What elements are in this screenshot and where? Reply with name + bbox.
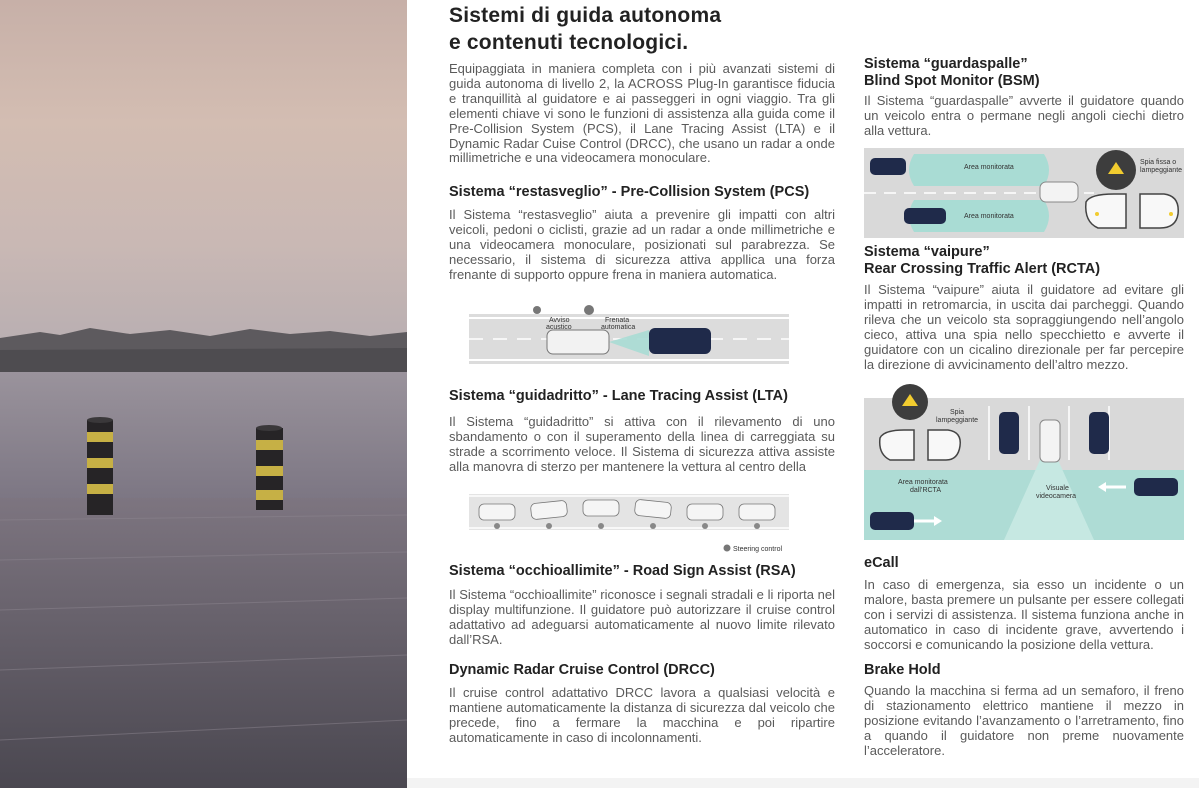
steering-wheel-icon <box>724 545 731 552</box>
lta-heading: Sistema “guidadritto” - Lane Tracing Assist (LTA) <box>449 388 788 404</box>
pcs-label-warning-2: acustico <box>546 324 572 331</box>
rsa-body: Il Sistema “occhioallimite” riconosce i segnali stradali e li riporta nel display multifunzione. Il guidatore può autorizzare il cruise control adattativo ad adeguarsi automaticamente al nuovo limite rilevato dall’RSA. <box>449 587 835 647</box>
pcs-label-brake-2: automatica <box>601 324 636 331</box>
page-title-line-1: Sistemi di guida autonoma <box>449 4 722 27</box>
bsm-label-light-1: Spia fissa o <box>1140 159 1177 166</box>
rcta-label-cam-1: Visuale <box>1046 485 1069 492</box>
bsm-label-area-2: Area monitorata <box>964 213 1014 220</box>
pcs-label-brake-1: Frenata <box>605 317 630 324</box>
rcta-label-cam-2: videocamera <box>1036 493 1077 500</box>
pcs-body: Il Sistema “restasveglio” aiuta a prevenire gli impatti con altri veicoli, pedoni o ciclisti, grazie ad un radar a onde millimetriche e una videocamera monoculare, posizionati sul parabrezza. Se necessario, il sistema di sicurezza attiva appllica una forza frenante di supporto oppure frena in maniera automatica. <box>449 207 835 282</box>
rcta-heading-line-1: Sistema “vaipure” <box>864 244 990 260</box>
footer-strip <box>407 778 1199 788</box>
brake-hold-heading: Brake Hold <box>864 662 941 678</box>
page-title <box>449 2 721 56</box>
drcc-heading: Dynamic Radar Cruise Control (DRCC) <box>449 662 715 678</box>
rcta-mirror-right-icon <box>928 430 960 460</box>
bsm-body: Il Sistema “guardaspalle” avverte il guidatore quando un veicolo entra o permane negli angoli ciechi dietro alla vettura. <box>864 93 1184 138</box>
bsm-label-area-1: Area monitorata <box>964 164 1014 171</box>
rcta-mirror-left-icon <box>880 430 914 460</box>
bsm-heading-line-2: Blind Spot Monitor (BSM) <box>864 73 1040 89</box>
rcta-heading <box>864 244 1100 278</box>
rcta-heading-line-2: Rear Crossing Traffic Alert (RCTA) <box>864 261 1101 277</box>
bsm-label-light-2: lampeggiante <box>1140 167 1183 174</box>
hero-photo-lakeside-pier <box>0 0 407 788</box>
rcta-label-area-2: dall’RCTA <box>910 487 941 494</box>
intro-paragraph: Equipaggiata in maniera completa con i più avanzati sistemi di guida autonoma di livello 2, la ACROSS Plug-In garantisce fiducia e tranquillità al guidatore e ai passeggeri in ogni viaggio. Tra gli elementi chiave vi sono le funzioni di assistenza alla guida come il Pre-Collision System (PCS), il Lane Tracing Assist (LTA) e il Dynamic Radar Cuise Control (DRCC), che usano un radar a onde millimetriche e una videocamera monoculare. <box>449 61 835 166</box>
mirror-right-icon <box>1140 194 1178 228</box>
bollard-left <box>87 417 113 515</box>
bsm-illustration <box>864 148 1184 238</box>
bsm-heading <box>864 56 1040 90</box>
drcc-body: Il cruise control adattativo DRCC lavora a qualsiasi velocità e mantiene automaticamente la distanza di sicurezza dal veicolo che precede, fino a fermare la macchina e poi ripartire automaticamente in caso di incolonnamenti. <box>449 685 835 745</box>
ecall-heading: eCall <box>864 555 899 571</box>
rcta-body: Il Sistema “vaipure” aiuta il guidatore ad evitare gli impatti in retromarcia, in uscita dai parcheggi. Quando rileva che un veicolo sta sopraggiungendo nell’angolo cieco, attiva una spia nello specchietto e avverte il guidatore con un cicalino direzionale per far percepire la direzione di avvicinamento dell’altro mezzo. <box>864 282 1184 372</box>
brake-hold-body: Quando la macchina si ferma ad un semaforo, il freno di stazionamento elettrico mantiene il mezzo in posizione evitando l’avanzamento o l’arretramento, fino a quando il guidatore non preme nuovamente l’acceleratore. <box>864 683 1184 758</box>
lta-label-steering: Steering control <box>733 546 783 553</box>
lta-body: Il Sistema “guidadritto” si attiva con il rilevamento di uno sbandamento o con il superamento della linea di carreggiata su strade a scorrimento veloce. Il Sistema di sicurezza attiva assiste alla manovra di sterzo per mantenere la vettura al centro della <box>449 414 835 474</box>
rcta-label-light-2: lampeggiante <box>936 417 979 424</box>
rcta-label-area-1: Area monitorata <box>898 479 948 486</box>
ecall-body: In caso di emergenza, sia esso un incidente o un malore, basta premere un pulsante per essere collegati con i servizi di assistenza. Il sistema funziona anche in automatico in caso di incidente grave, avvertendo i soccorsi e comunicando la posizione della vettura. <box>864 577 1184 652</box>
brake-icon <box>584 305 594 315</box>
rcta-illustration <box>864 380 1184 540</box>
pcs-own-car <box>547 330 609 354</box>
pcs-label-warning-1: Avviso <box>549 317 570 324</box>
speaker-icon <box>533 306 541 314</box>
pcs-illustration <box>469 304 789 366</box>
rsa-heading: Sistema “occhioallimite” - Road Sign Assist (RSA) <box>449 563 796 579</box>
bollard-right <box>256 425 283 510</box>
pcs-front-car <box>649 328 711 354</box>
bsm-heading-line-1: Sistema “guardaspalle” <box>864 56 1028 72</box>
rcta-label-light-1: Spia <box>950 409 965 416</box>
pcs-heading: Sistema “restasveglio” - Pre-Collision System (PCS) <box>449 184 810 200</box>
lta-illustration <box>469 490 799 556</box>
mirror-left-icon <box>1086 194 1126 228</box>
page-title-line-2: e contenuti tecnologici. <box>449 31 689 54</box>
